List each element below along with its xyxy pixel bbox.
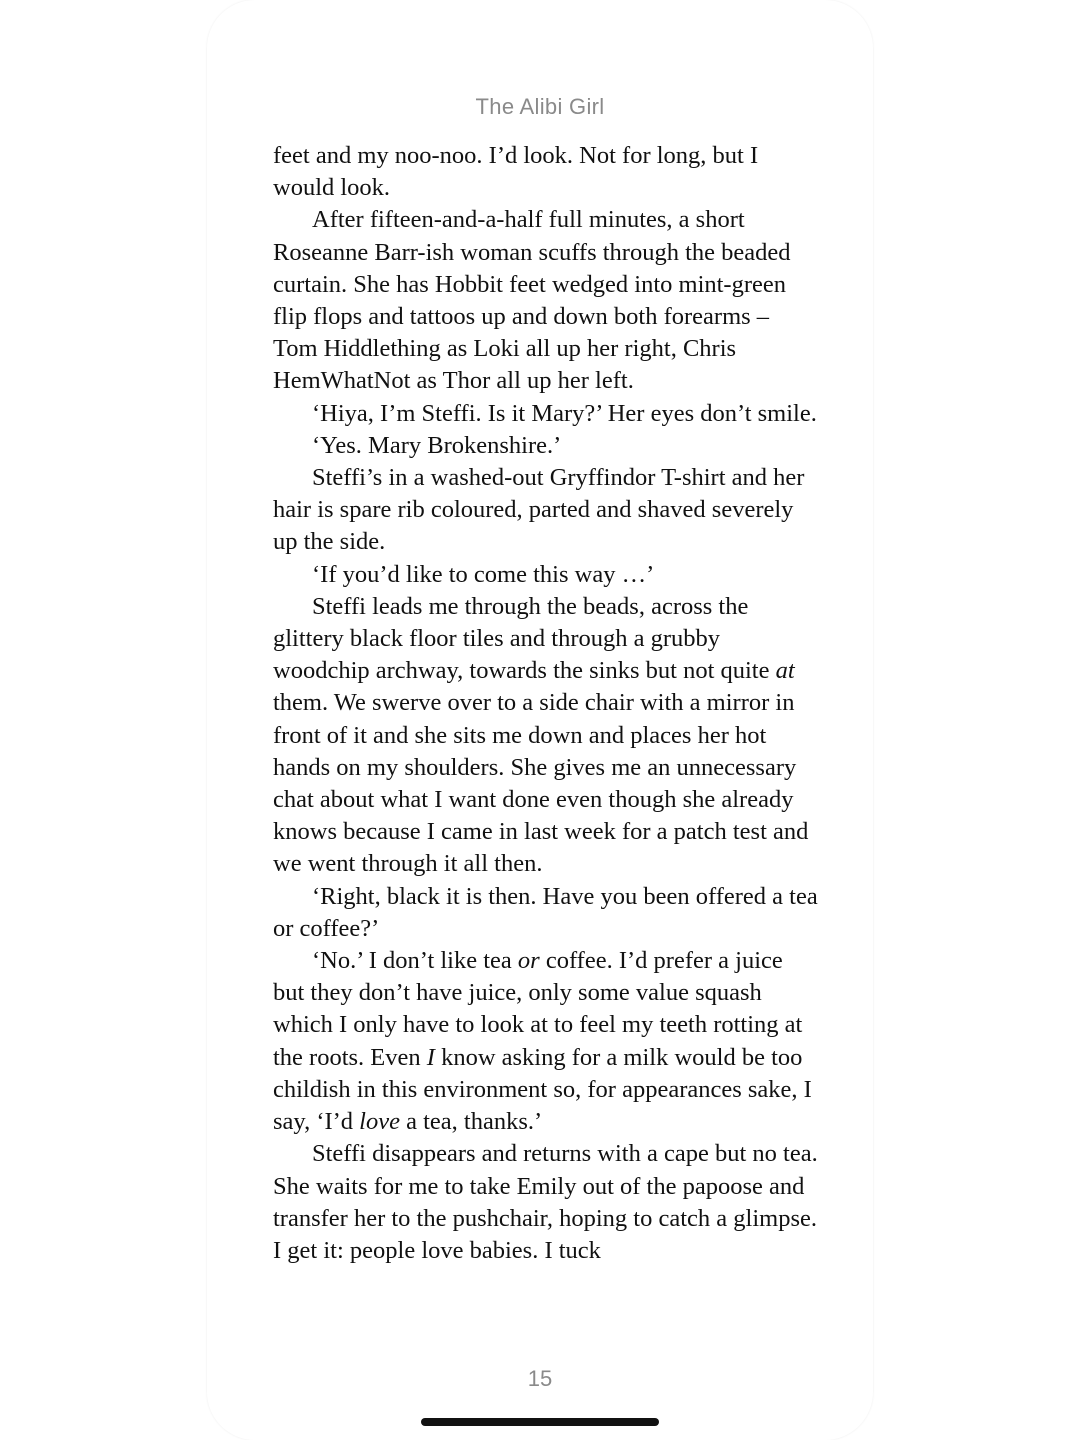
paragraph-3: ‘Hiya, I’m Steffi. Is it Mary?’ Her eyes don’t smile. (312, 399, 817, 427)
page-text[interactable] (273, 140, 818, 1267)
home-indicator[interactable] (421, 1418, 659, 1426)
paragraph-8: ‘Right, black it is then. Have you been offered a tea or coffee?’ (273, 882, 818, 942)
page-number: 15 (527, 1366, 553, 1391)
paragraph-9-italic-b: I (426, 1043, 435, 1071)
paragraph-9-text-d: a tea, thanks.’ (399, 1108, 543, 1136)
paragraph-9-text-b: coffee. I’d prefer a juice but they don’t have juice, only some value squash which I only have to look at to feel my teeth rotting at the roots. Even (273, 947, 803, 1071)
paragraph-9-italic-c: love (359, 1108, 400, 1136)
paragraph-9 (273, 945, 818, 1138)
paragraph-5: Steffi’s in a washed-out Gryffindor T-shirt and her hair is spare rib coloured, parted and shaved severely up the side. (273, 464, 805, 556)
paragraph-7-text-b: them. We swerve over to a side chair with a mirror in front of it and she sits me down and places her hot hands on my shoulders. She gives me an unnecessary chat about what I want done even though she already knows because I came in last week for a patch test and we went through it all then. (273, 689, 809, 878)
paragraph-7 (273, 591, 818, 881)
paragraph-2: After fifteen-and-a-half full minutes, a short Roseanne Barr-ish woman scuffs through the beaded curtain. She has Hobbit feet wedged into mint-green flip flops and tattoos up and down both forearms – Tom Hiddlething as Loki all up her right, Chris HemWhatNot as Thor all up her left. (273, 206, 791, 395)
paragraph-9-italic-a: or (517, 947, 540, 975)
paragraph-7-italic: at (775, 657, 795, 685)
paragraph-10: Steffi disappears and returns with a cape but no tea. She waits for me to take Emily out of the papoose and transfer her to the pushchair, hoping to catch a glimpse. I get it: people love babies. I tuck (273, 1140, 818, 1264)
paragraph-4: ‘Yes. Mary Brokenshire.’ (312, 431, 562, 459)
paragraph-9-text-a: ‘No.’ I don’t like tea (312, 947, 518, 975)
paragraph-1: feet and my noo-noo. I’d look. Not for long, but I would look. (273, 142, 759, 202)
book-title: The Alibi Girl (475, 94, 605, 119)
paragraph-6: ‘If you’d like to come this way …’ (312, 560, 655, 588)
paragraph-9-text-c: know asking for a milk would be too childish in this environment so, for appearances sake, I say, ‘I’d (273, 1043, 812, 1136)
paragraph-7-text-a: Steffi leads me through the beads, across the glittery black floor tiles and through a grubby woodchip archway, towards the sinks but not quite (273, 592, 776, 685)
